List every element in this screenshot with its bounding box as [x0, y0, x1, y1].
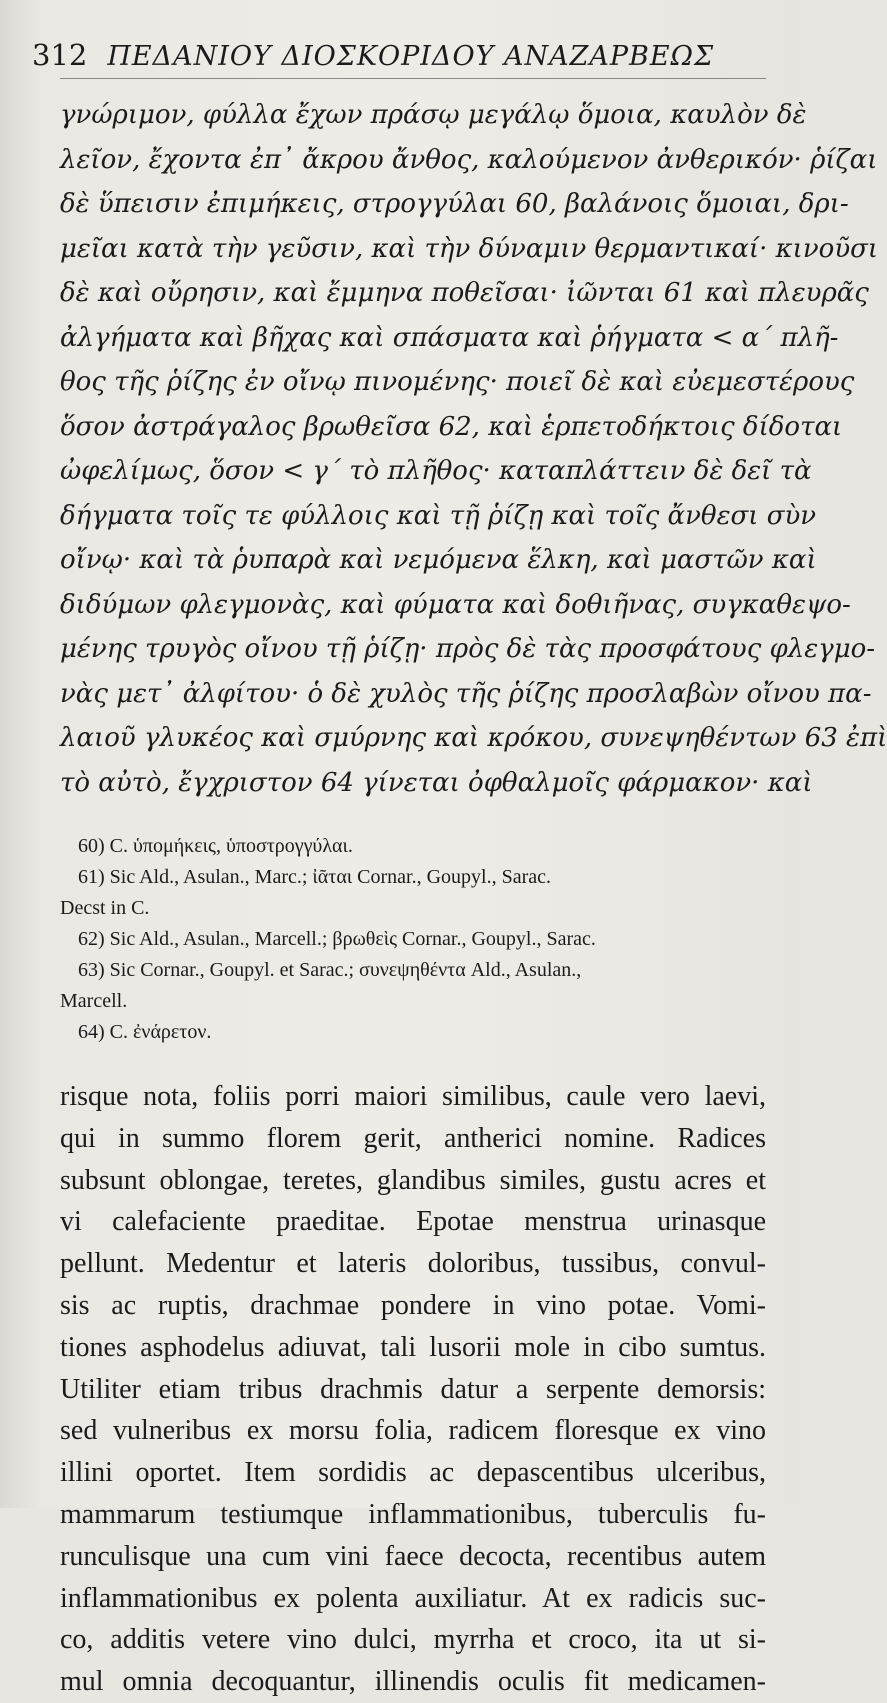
footnote: Marcell.: [60, 990, 128, 1012]
latin-text-line: vi calefaciente praeditae. Epotae menstrua urinasque: [60, 1206, 766, 1238]
latin-text-line: inflammationibus ex polenta auxiliatur. At ex radicis suc-: [60, 1582, 766, 1614]
greek-text-line: μεῖαι κατὰ τὴν γεῦσιν, καὶ τὴν δύναμιν θερμαντικαί· κινοῦσι: [60, 233, 879, 264]
latin-text-line: sis ac ruptis, drachmae pondere in vino potae. Vomi-: [60, 1289, 766, 1321]
running-head: ΠΕΔΑΝΙΟΥ ΔΙΟΣΚΟΡΙΔΟΥ ΑΝΑΖΑΡΒΕΩΣ: [107, 41, 715, 72]
greek-text-line: ὠφελίμως, ὅσον < γ΄ τὸ πλῆθος· καταπλάττειν δὲ δεῖ τὰ: [60, 456, 812, 486]
greek-text-line: λεῖον, ἔχοντα ἐπ᾽ ἄκρου ἄνθος, καλούμενον ἀνθερικόν· ῥίζαι: [60, 144, 878, 175]
footnote: 60) C. ὑπομήκεις, ὑποστρογγύλαι.: [78, 835, 353, 857]
greek-text-line: λαιοῦ γλυκέος καὶ σμύρνης καὶ κρόκου, συνεψηθέντων 63 ἐπὶ: [60, 723, 887, 753]
greek-text-line: δὲ καὶ οὔρησιν, καὶ ἔμμηνα ποθεῖσαι· ἰῶνται 61 καὶ πλευρᾶς: [60, 278, 869, 308]
latin-text-line: mammarum testiumque inflammationibus, tuberculis fu-: [60, 1498, 766, 1530]
latin-text-line: qui in summo florem gerit, antherici nomine. Radices: [60, 1122, 766, 1154]
greek-text-line: γνώριμον, φύλλα ἔχων πράσῳ μεγάλῳ ὅμοια, καυλὸν δὲ: [60, 100, 807, 130]
greek-text-line: διδύμων φλεγμονὰς, καὶ φύματα καὶ δοθιῆνας, συγκαθεψο-: [60, 589, 851, 620]
greek-text-line: νὰς μετ᾽ ἀλφίτου· ὁ δὲ χυλὸς τῆς ῥίζης προσλαβὼν οἴνου πα-: [60, 678, 872, 709]
page-header: [32, 38, 766, 79]
latin-text-line: illini oportet. Item sordidis ac depascentibus ulceribus,: [60, 1457, 766, 1489]
latin-translation-block: [60, 1076, 766, 1703]
latin-text-line: mul omnia decoquantur, illinendis oculis fit medicamen-: [60, 1666, 766, 1698]
greek-text-block: [60, 93, 887, 805]
footnote: 64) C. ἐνάρετον.: [78, 1021, 212, 1043]
latin-text-line: tiones asphodelus adiuvat, tali lusorii mole in cibo sumtus.: [60, 1331, 766, 1363]
footnote: Decst in C.: [60, 897, 150, 919]
greek-text-line: θος τῆς ῥίζης ἐν οἴνῳ πινομένης· ποιεῖ δὲ καὶ εὐεμεστέρους: [60, 367, 855, 397]
latin-text-line: co, additis vetere vino dulci, myrrha et croco, ita ut si-: [60, 1624, 766, 1656]
latin-text-line: subsunt oblongae, teretes, glandibus similes, gustu acres et: [60, 1164, 766, 1196]
footnote: 63) Sic Cornar., Goupyl. et Sarac.; συνεψηθέντα Ald., Asulan.,: [78, 959, 582, 981]
greek-text-line: οἴνῳ· καὶ τὰ ῥυπαρὰ καὶ νεμόμενα ἕλκη, καὶ μαστῶν καὶ: [60, 545, 817, 575]
greek-text-line: τὸ αὐτὸ, ἔγχριστον 64 γίνεται ὀφθαλμοῖς φάρμακον· καὶ: [60, 767, 813, 798]
latin-text-line: runculisque una cum vini faece decocta, recentibus autem: [60, 1540, 766, 1572]
footnotes: [60, 831, 766, 1048]
footnote: 61) Sic Ald., Asulan., Marc.; ἰᾶται Cornar., Goupyl., Sarac.: [78, 866, 552, 888]
latin-text-line: sed vulneribus ex morsu folia, radicem floresque ex vino: [60, 1415, 766, 1447]
page-number: 312: [32, 38, 88, 72]
greek-text-line: μένης τρυγὸς οἴνου τῇ ῥίζῃ· πρὸς δὲ τὰς προσφάτους φλεγμο-: [60, 634, 876, 664]
greek-text-line: ἀλγήματα καὶ βῆχας καὶ σπάσματα καὶ ῥήγματα < α΄ πλῆ-: [60, 322, 839, 353]
latin-text-line: pellunt. Medentur et lateris doloribus, tussibus, convul-: [60, 1248, 766, 1280]
greek-text-line: ὅσον ἀστράγαλος βρωθεῖσα 62, καὶ ἑρπετοδήκτοις δίδοται: [60, 411, 843, 442]
latin-text-line: risque nota, foliis porri maiori similibus, caule vero laevi,: [60, 1081, 766, 1112]
greek-text-line: δήγματα τοῖς τε φύλλοις καὶ τῇ ῥίζῃ καὶ τοῖς ἄνθεσι σὺν: [60, 500, 817, 531]
footnote: 62) Sic Ald., Asulan., Marcell.; βρωθεὶς Cornar., Goupyl., Sarac.: [78, 928, 596, 950]
greek-text-line: δὲ ὕπεισιν ἐπιμήκεις, στρογγύλαι 60, βαλάνοις ὅμοιαι, δρι-: [60, 189, 849, 219]
latin-text-line: Utiliter etiam tribus drachmis datur a serpente demorsis:: [60, 1373, 766, 1405]
